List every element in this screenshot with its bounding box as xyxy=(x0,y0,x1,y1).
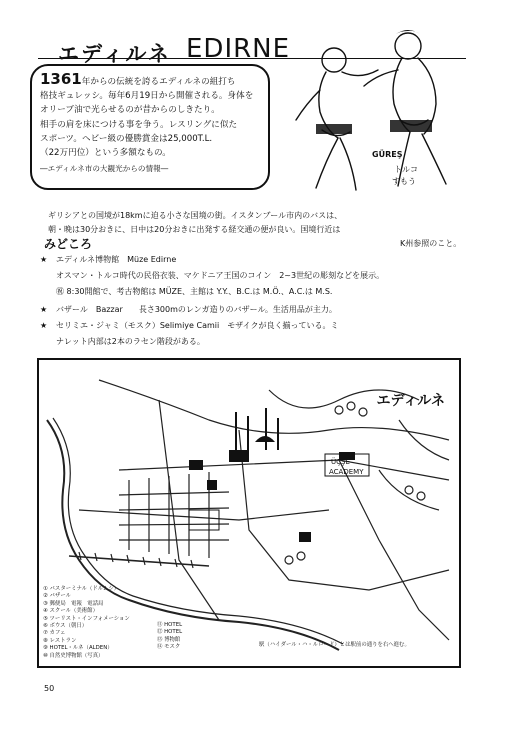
illustration-caption-country: トルコ xyxy=(394,165,418,174)
intro-paragraph-line-1: ギリシアとの国境が18kmに迫る小さな国境の街。イスタンブール市内のバスは、 xyxy=(48,211,343,220)
map-label-academy: ACADEMY xyxy=(329,468,364,476)
legend-item: ⑩ 自然史博物館（写真） xyxy=(43,652,104,659)
intro-line-2: 格技ギュレッシ。毎年6月19日から開催される。身体を xyxy=(40,91,254,102)
legend-item: ① バスターミナル（ドルムシ） xyxy=(43,586,120,592)
legend-item: ⑨ HOTEL・ルネ（ALDEN） xyxy=(43,645,113,652)
star-icon: ★ xyxy=(40,321,48,330)
sight-item: ナレット内部は2本のラセン階段がある。 xyxy=(56,337,205,346)
sight-item: ★ エディルネ博物館 Müze Edirne xyxy=(40,255,177,264)
map-note: 駅（ハイダール・ハ・ルロード）とは駅前の通りを右へ進む。 xyxy=(259,642,410,648)
legend-item: ③ 郵便局 電報 電話局 xyxy=(43,600,104,607)
city-map xyxy=(37,358,461,668)
star-icon: ★ xyxy=(40,255,48,264)
map-legend-2 xyxy=(157,622,257,652)
intro-box xyxy=(30,64,270,190)
legend-item: ⑬ 博物館 xyxy=(157,636,181,643)
legend-item: ⑤ ツーリスト・インフォメーション xyxy=(43,615,130,622)
sight-item: ㊗ 8:30開館で、考古物館は MÜZE、主館は Y.Y.、B.C.は M.Ö.、A.C.は M.S. xyxy=(56,287,333,296)
sight-item: オスマン・トルコ時代の民俗衣装、マケドニア王国のコイン 2~3世紀の彫刻などを展示。 xyxy=(56,271,385,280)
illustration-caption-jp: すもう xyxy=(392,177,416,186)
intro-source: ―エディルネ市の大観光からの情報― xyxy=(40,164,169,174)
legend-item: ⑪ HOTEL xyxy=(157,622,183,628)
intro-line-3: オリーブ油で光らせるのが昔からのしきたり。 xyxy=(40,105,220,116)
map-label-uyse: ÜÇŞE xyxy=(331,458,350,466)
intro-line-5: スポーツ。ヘビー級の優勝賞金は25,000T.L. xyxy=(40,133,213,144)
legend-item: ⑫ HOTEL xyxy=(157,629,183,636)
intro-paragraph-line-3: K州参照のこと。 xyxy=(400,239,462,248)
intro-line-6: （22万円位）という多額なもの。 xyxy=(40,148,171,159)
intro-line-1: 1361年からの伝統を誇るエディルネの組打ち xyxy=(40,70,236,88)
page-title-jp: エディルネ xyxy=(58,42,171,66)
sight-item: ★ バザール Bazzar 長さ300mのレンガ造りのバザール。生活用品が主力。 xyxy=(40,305,337,314)
legend-item: ⑦ カフェ xyxy=(43,630,66,637)
legend-item: ④ スクール（美術館） xyxy=(43,608,98,615)
wrestlers-illustration xyxy=(286,20,464,196)
legend-item: ② バザール xyxy=(43,593,72,600)
legend-item: ⑥ ボウス（朝日） xyxy=(43,623,88,630)
map-title: エディルネ xyxy=(376,393,445,409)
sight-item: ★ セリミエ・ジャミ（モスク）Selimiye Camii モザイクが良く揃っている。ミ xyxy=(40,321,339,330)
star-icon: ★ xyxy=(40,305,48,314)
page-title-en: EDIRNE xyxy=(186,34,291,64)
legend-item: ⑭ モスク xyxy=(157,644,181,651)
legend-item: ⑧ レストラン xyxy=(43,637,77,644)
map-legend xyxy=(43,586,163,660)
page-number: 50 xyxy=(44,684,55,693)
illustration-caption-word: GÜREŞ xyxy=(372,150,403,159)
intro-paragraph-line-2: 朝・晩は30分おきに、日中は20分おきに出発する経交通の便が良い。国境行近は xyxy=(48,225,341,234)
intro-line-4: 相手の肩を床につける事を争う。レスリングに似た xyxy=(40,119,238,130)
intro-year: 1361 xyxy=(40,70,82,88)
sights-heading: みどころ xyxy=(44,237,93,251)
